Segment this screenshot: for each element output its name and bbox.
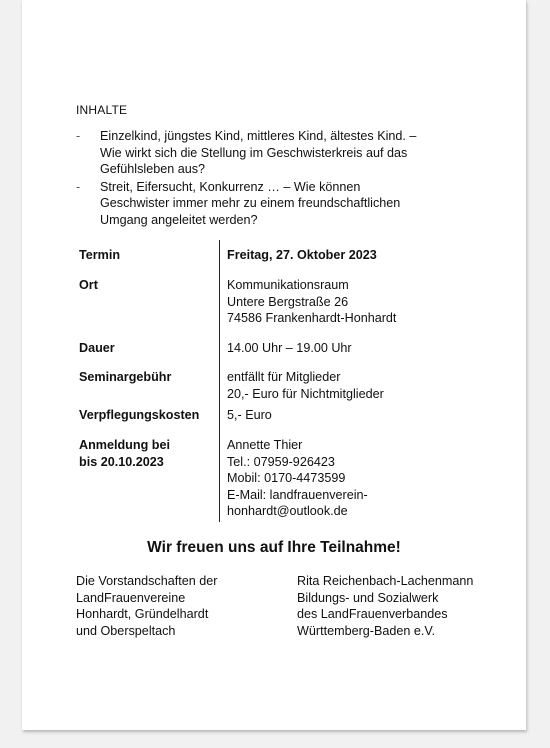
signature-left <box>76 573 217 639</box>
bullet-line: Gefühlsleben aus? <box>100 162 206 176</box>
contact-email-line-2[interactable]: honhardt@outlook.de <box>227 504 348 518</box>
detail-value <box>227 437 427 520</box>
detail-value <box>227 407 427 424</box>
signature-line: und Oberspeltach <box>76 623 176 638</box>
signature-line: Honhardt, Gründelhardt <box>76 607 209 621</box>
bullet-item <box>76 128 456 178</box>
bullet-line: Einzelkind, jüngstes Kind, mittleres Kind, ältestes Kind. – <box>100 129 417 143</box>
table-divider-line <box>219 240 220 522</box>
detail-label: Dauer <box>79 341 115 355</box>
bullet-line: Geschwister immer mehr zu einem freundschaftlichen <box>100 196 401 210</box>
contact-email-line-1[interactable]: E-Mail: landfrauenverein- <box>227 487 368 502</box>
signature-line: Württemberg-Baden e.V. <box>297 623 436 638</box>
venue-city: 74586 Frankenhardt-Honhardt <box>227 311 397 325</box>
registration-deadline: bis 20.10.2023 <box>79 454 164 469</box>
content-bullet-list <box>76 128 456 229</box>
detail-label <box>79 437 219 470</box>
detail-value <box>227 340 427 357</box>
contact-name: Annette Thier <box>227 438 303 452</box>
signature-right <box>297 573 473 639</box>
detail-label: Ort <box>79 278 98 292</box>
contact-phone: Tel.: 07959-926423 <box>227 454 335 469</box>
venue-name: Kommunikationsraum <box>227 278 349 292</box>
detail-label: Verpflegungskosten <box>79 408 200 422</box>
catering-cost: 5,- Euro <box>227 408 272 422</box>
contact-mobile: Mobil: 0170-4473599 <box>227 471 346 485</box>
detail-value <box>227 247 427 264</box>
closing-message: Wir freuen uns auf Ihre Teilnahme! <box>147 539 401 556</box>
signature-line: des LandFrauenverbandes <box>297 607 448 621</box>
signature-line: Rita Reichenbach-Lachenmann <box>297 574 474 588</box>
document-page <box>22 0 526 730</box>
signature-line: LandFrauenvereine <box>76 590 186 605</box>
detail-value <box>227 277 427 327</box>
bullet-dash: - <box>76 179 81 194</box>
event-date: Freitag, 27. Oktober 2023 <box>227 248 377 262</box>
detail-label: Seminargebühr <box>79 370 172 384</box>
fee-members: entfällt für Mitglieder <box>227 370 341 384</box>
detail-label: Termin <box>79 248 121 262</box>
bullet-line: Streit, Eifersucht, Konkurrenz … – Wie können <box>100 179 361 194</box>
bullet-line: Umgang angeleitet werden? <box>100 212 258 227</box>
bullet-dash: - <box>76 129 81 143</box>
venue-street: Untere Bergstraße 26 <box>227 294 349 309</box>
bullet-item <box>76 179 456 229</box>
signature-line: Bildungs- und Sozialwerk <box>297 590 439 605</box>
signature-line: Die Vorstandschaften der <box>76 574 218 588</box>
registration-label: Anmeldung bei <box>79 438 170 452</box>
bullet-line: Wie wirkt sich die Stellung im Geschwisterkreis auf das <box>100 145 408 160</box>
section-heading: INHALTE <box>76 103 128 117</box>
fee-non-members: 20,- Euro für Nichtmitglieder <box>227 386 384 401</box>
detail-value <box>227 369 427 402</box>
event-time: 14.00 Uhr – 19.00 Uhr <box>227 341 352 355</box>
